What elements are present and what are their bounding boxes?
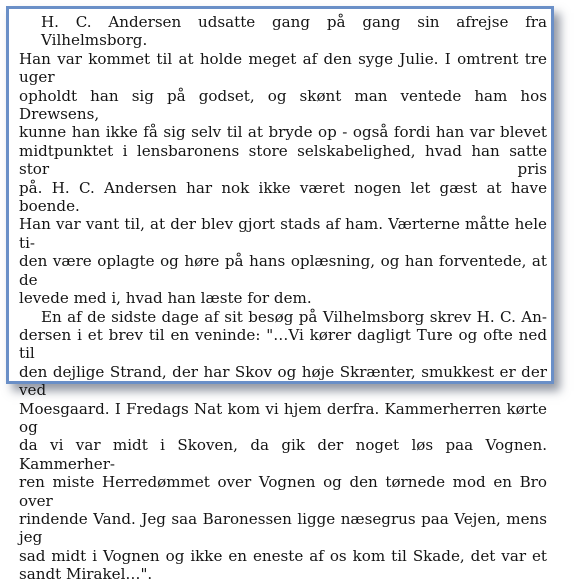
text-line: da vi var midt i Skoven, da gik der noget løs paa Vognen. Kammerher-: [19, 436, 547, 473]
text-line: den være oplagte og høre på hans oplæsning, og han forventede, at de: [19, 252, 547, 289]
text-line: ren miste Herredømmet over Vognen og den tørnede mod en Bro over: [19, 473, 547, 510]
paragraph-2: [19, 308, 547, 584]
document-text: [19, 13, 547, 584]
text-line: sad midt i Vognen og ikke en eneste af os kom til Skade, det var et: [19, 546, 547, 565]
text-line: opholdt han sig på godset, og skønt man ventede ham hos Drewsens,: [19, 86, 547, 124]
text-line: på. H. C. Andersen har nok ikke været nogen let gæst at have boende.: [19, 178, 547, 216]
text-line: midtpunktet i lensbaronens store selskabelighed, hvad han satte stor pris: [19, 141, 547, 179]
text-line: En af de sidste dage af sit besøg på Vilhelmsborg skrev H. C. An-: [41, 307, 547, 326]
text-line: Han var vant til, at der blev gjort stads af ham. Værterne måtte hele ti-: [19, 215, 547, 252]
text-line: Han var kommet til at holde meget af den syge Julie. I omtrent tre uger: [19, 49, 547, 87]
text-line: kunne han ikke få sig selv til at bryde op - også fordi han var blevet: [19, 123, 547, 142]
text-line: levede med i, hvad han læste for dem.: [19, 289, 312, 308]
paragraph-1: [19, 13, 547, 308]
text-line: H. C. Andersen udsatte gang på gang sin afrejse fra Vilhelmsborg.: [41, 13, 547, 50]
text-line: dersen i et brev til en veninde: "…Vi kører dagligt Ture og ofte ned til: [19, 325, 547, 363]
text-line: rindende Vand. Jeg saa Baronessen ligge næsegrus paa Vejen, mens jeg: [19, 509, 547, 547]
text-line: sandt Mirakel…".: [19, 565, 153, 584]
text-line: den dejlige Strand, der har Skov og høje Skrænter, smukkest er der ved: [19, 362, 547, 400]
text-line: Moesgaard. I Fredags Nat kom vi hjem derfra. Kammerherren kørte og: [19, 399, 547, 436]
document-frame: [6, 6, 554, 584]
